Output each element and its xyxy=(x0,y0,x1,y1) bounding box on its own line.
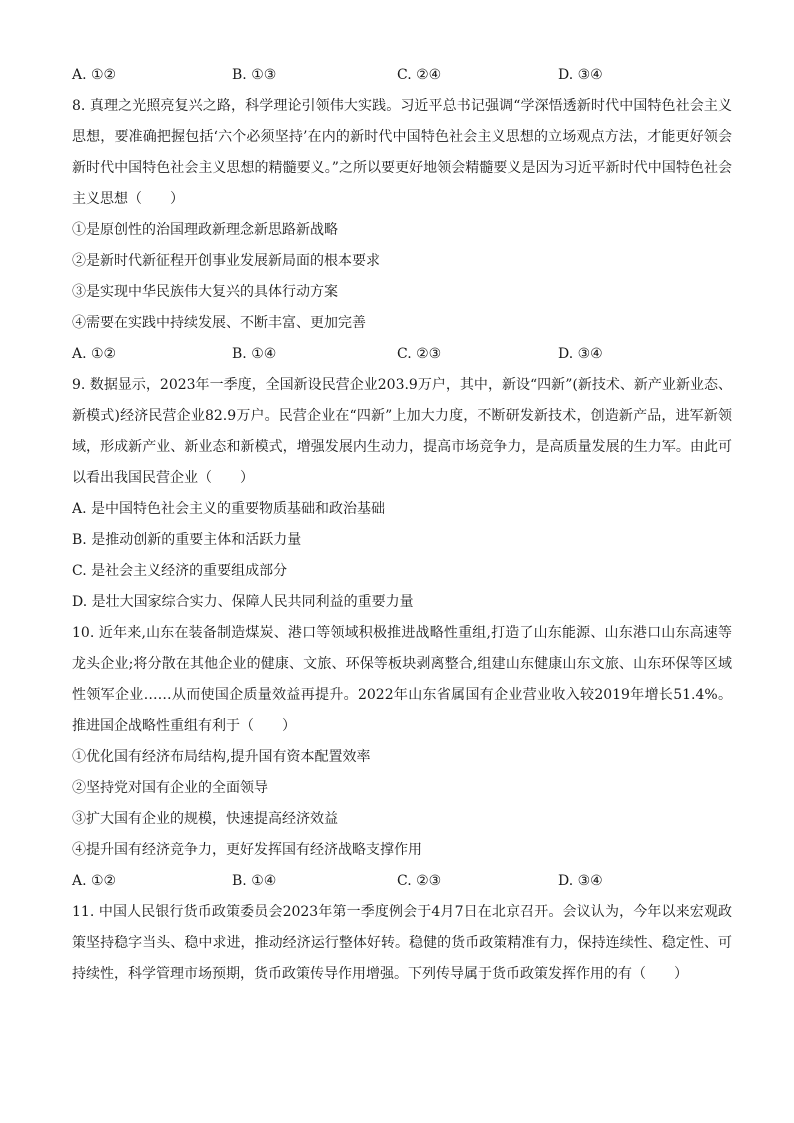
q10-option-c: C. ②③ xyxy=(397,873,442,889)
q10-option-d: D. ③④ xyxy=(558,873,603,889)
q7-option-d: D. ③④ xyxy=(558,67,603,83)
q10-item-2: ②坚持党对国有企业的全面领导 xyxy=(72,780,268,796)
q8-item-4: ④需要在实践中持续发展、不断丰富、更加完善 xyxy=(72,315,366,331)
q8-item-2: ②是新时代新征程开创事业发展新局面的根本要求 xyxy=(72,253,380,269)
q8-options xyxy=(72,339,732,370)
q8-stem: 8. 真理之光照亮复兴之路，科学理论引领伟大实践。习近平总书记强调“学深悟透新时代中国特色社会主义思想，要准确把握包括‘六个必须坚持’在内的新时代中国特色社会主义思想的立场观点方法，才能更好领会新时代中国特色社会主义思想的精髓要义。”之所以要更好地领会精髓要义是因为习近平新时代中国特色社会主义思想（ ） xyxy=(72,98,732,207)
q10-item-1: ①优化国有经济布局结构,提升国有资本配置效率 xyxy=(72,749,371,765)
q8-option-d: D. ③④ xyxy=(558,346,603,362)
q10-options xyxy=(72,866,732,897)
q7-option-a: A. ①② xyxy=(72,67,117,83)
q9-stem: 9. 数据显示，2023年一季度，全国新设民营企业203.9万户，其中，新设“四新”(新技术、新产业新业态、新模式)经济民营企业82.9万户。民营企业在“四新”上加大力度，不断研发新技术，创造新产品，进军新领域，形成新产业、新业态和新模式，增强发展内生动力，提高市场竞争力，是高质量发展的生力军。由此可以看出我国民营企业（ ） xyxy=(72,377,732,486)
q10-stem: 10. 近年来,山东在装备制造煤炭、港口等领域积极推进战略性重组,打造了山东能源、山东港口山东高速等龙头企业;将分散在其他企业的健康、文旅、环保等板块剥离整合,组建山东健康山东文旅、山东环保等区域性领军企业……从而使国企质量效益再提升。2022年山东省属国有企业营业收入较2019年增长51.4%。推进国企战略性重组有利于（ ） xyxy=(72,625,732,734)
q7-option-b: B. ①③ xyxy=(232,67,277,83)
q9-choice-c: C. 是社会主义经济的重要组成部分 xyxy=(72,563,288,579)
q8-option-a: A. ①② xyxy=(72,346,117,362)
q8-item-1: ①是原创性的治国理政新理念新思路新战略 xyxy=(72,222,338,238)
q10-item-3: ③扩大国有企业的规模，快速提高经济效益 xyxy=(72,811,338,827)
q9-choice-d: D. 是壮大国家综合实力、保障人民共同利益的重要力量 xyxy=(72,594,414,610)
q10-item-4: ④提升国有经济竞争力，更好发挥国有经济战略支撑作用 xyxy=(72,842,422,858)
q9-choice-b: B. 是推动创新的重要主体和活跃力量 xyxy=(72,532,302,548)
q8-option-c: C. ②③ xyxy=(397,346,442,362)
exam-page xyxy=(72,60,732,990)
q9-choice-a: A. 是中国特色社会主义的重要物质基础和政治基础 xyxy=(72,501,386,517)
q7-option-c: C. ②④ xyxy=(397,67,442,83)
q10-option-b: B. ①④ xyxy=(232,873,277,889)
q7-options xyxy=(72,60,732,91)
q8-item-3: ③是实现中华民族伟大复兴的具体行动方案 xyxy=(72,284,338,300)
q10-option-a: A. ①② xyxy=(72,873,117,889)
q11-stem: 11. 中国人民银行货币政策委员会2023年第一季度例会于4月7日在北京召开。会议认为，今年以来宏观政策坚持稳字当头、稳中求进，推动经济运行整体好转。稳健的货币政策精准有力，保持连续性、稳定性、可持续性，科学管理市场预期，货币政策传导作用增强。下列传导属于货币政策发挥作用的有（ ） xyxy=(72,904,732,982)
q8-option-b: B. ①④ xyxy=(232,346,277,362)
